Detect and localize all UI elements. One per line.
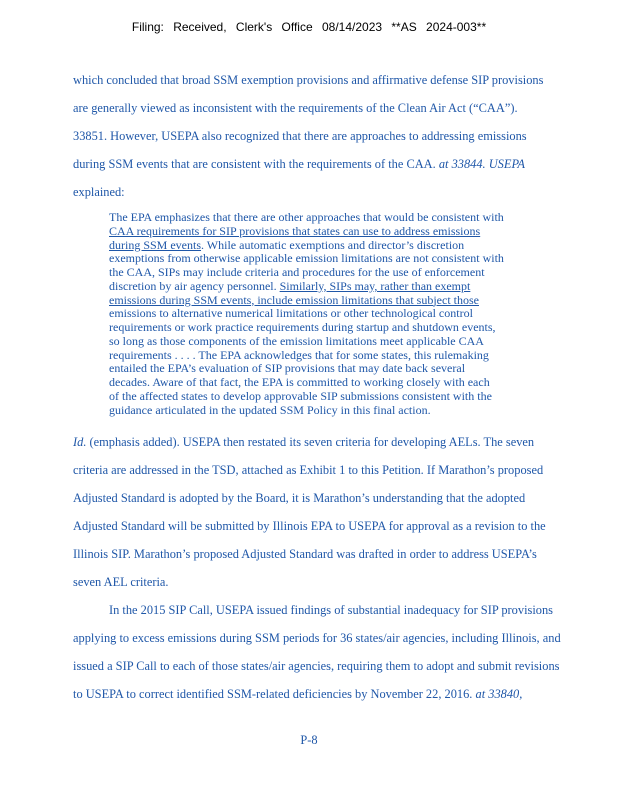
body-line: issued a SIP Call to each of those states/air agencies, requiring them to adopt and submit revisions (73, 659, 560, 673)
quote-text-span: . While automatic exemptions and director’s discretion (201, 237, 465, 252)
quote-line: of the affected states to develop approvable SIP submissions consistent with the (109, 388, 492, 403)
quote-line: requirements or work practice requirements during startup and shutdown events, (109, 320, 496, 334)
body-line: seven AEL criteria. (73, 575, 169, 589)
citation-span: at 33844. USEPA (438, 157, 525, 171)
body-line: criteria are addressed in the TSD, attached as Exhibit 1 to this Petition. If Marathon’s proposed (73, 463, 544, 477)
body-line (73, 157, 525, 172)
body-line: In the 2015 SIP Call, USEPA issued findings of substantial inadequacy for SIP provisions (109, 603, 553, 617)
body-line: explained: (73, 185, 125, 199)
quote-line: the CAA, SIPs may include criteria and procedures for the use of enforcement (109, 265, 485, 279)
body-line: Illinois SIP. Marathon’s proposed Adjusted Standard was drafted in order to address USEPA’s (73, 547, 537, 561)
quote-line: emissions to alternative numerical limitations or other technological control (109, 306, 473, 321)
body-line: Adjusted Standard will be submitted by Illinois EPA to USEPA for approval as a revision to the (73, 519, 546, 533)
block-quote (109, 211, 579, 417)
body-text-span: to USEPA to correct identified SSM-related deficiencies by November 22, 2016. (73, 687, 473, 701)
body-text-span: are generally viewed as inconsistent with the requirements of the Clean Air Act (“CAA”). (73, 101, 518, 115)
quote-line-underlined: emissions during SSM events, include emission limitations that subject those (109, 292, 479, 307)
body-line: which concluded that broad SSM exemption provisions and affirmative defense SIP provisions (73, 73, 544, 87)
quote-line-underlined: CAA requirements for SIP provisions that states can use to address emissions (109, 223, 481, 238)
quote-underlined-span: Similarly, SIPs may, rather than exempt (279, 278, 471, 293)
citation-span: at 33840, (475, 687, 523, 701)
body-line: Adjusted Standard is adopted by the Board, it is Marathon’s understanding that the adopted (73, 491, 526, 505)
quote-line: requirements . . . . The EPA acknowledges that for some states, this rulemaking (109, 347, 489, 362)
body-line (73, 101, 518, 116)
body-line (73, 435, 534, 450)
quote-text-span: discretion by air agency personnel. (109, 278, 280, 293)
quote-line: exemptions from otherwise applicable emission limitations are not consistent with (109, 251, 504, 266)
body-text-span: (emphasis added). USEPA then restated its seven criteria for developing AELs. The seven (86, 435, 535, 449)
page-number: P-8 (300, 733, 318, 747)
filing-header: Filing: Received, Clerk's Office 08/14/2023 **AS 2024-003** (131, 20, 487, 34)
quote-line: The EPA emphasizes that there are other approaches that would be consistent with (109, 210, 504, 224)
body-line: 33851. However, USEPA also recognized that there are approaches to addressing emissions (73, 129, 527, 143)
quote-line: entailed the EPA’s evaluation of SIP provisions that may date back several (109, 361, 466, 376)
quote-line: so long as those components of the emission limitations meet applicable CAA (109, 333, 484, 348)
body-line (73, 687, 522, 702)
body-text-span: during SSM events that are consistent with the requirements of the CAA. (73, 157, 436, 171)
quote-line (109, 239, 579, 253)
quote-line: decades. Aware of that fact, the EPA is committed to working closely with each (109, 375, 490, 389)
quote-line: guidance articulated in the updated SSM Policy in this final action. (109, 402, 431, 417)
quote-line (109, 280, 579, 294)
quote-underlined-span: during SSM events (109, 237, 202, 252)
body-line: applying to excess emissions during SSM periods for 36 states/air agencies, including Illinois, and (73, 631, 561, 645)
citation-span: Id. (73, 435, 87, 449)
